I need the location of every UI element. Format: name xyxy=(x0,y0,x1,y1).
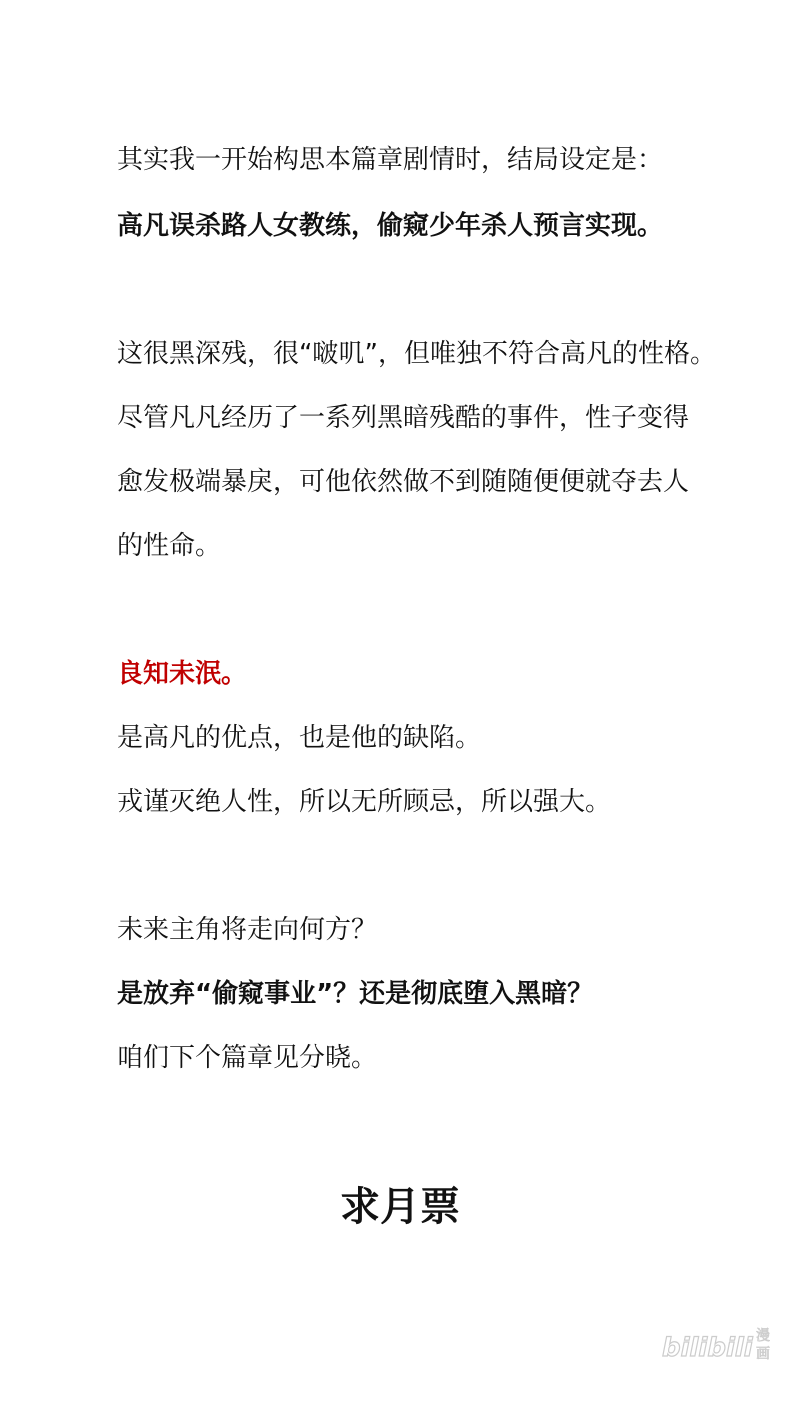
text-line: 未来主角将走向何方？ xyxy=(117,915,378,945)
call-to-action: 求月票 xyxy=(340,1184,460,1230)
text-line: 咱们下个篇章见分晓。 xyxy=(117,1043,378,1073)
bilibili-manga-watermark xyxy=(662,1322,772,1366)
text-line: 是高凡的优点，也是他的缺陷。 xyxy=(117,723,482,753)
text-line: 其实我一开始构思本篇章剧情时，结局设定是： xyxy=(117,145,664,175)
text-line: 这很黑深残，很“啵叽”，但唯独不符合高凡的性格。 xyxy=(117,339,716,369)
text-line: 的性命。 xyxy=(117,531,222,561)
text-line: 尽管凡凡经历了一系列黑暗残酷的事件，性子变得 xyxy=(117,403,690,433)
text-line: 愈发极端暴戾，可他依然做不到随随便便就夺去人 xyxy=(117,467,690,497)
text-line-bold: 是放弃“偷窥事业”？还是彻底堕入黑暗？ xyxy=(117,979,594,1009)
text-line: 戎谨灭绝人性，所以无所顾忌，所以强大。 xyxy=(117,787,612,817)
bilibili-logo-icon xyxy=(662,1322,772,1366)
watermark-sub-bottom: 画 xyxy=(756,1346,770,1362)
watermark-brand: bilibili xyxy=(662,1333,753,1363)
watermark-sub-top: 漫 xyxy=(756,1328,770,1344)
text-line-bold: 高凡误杀路人女教练，偷窥少年杀人预言实现。 xyxy=(117,211,664,241)
highlight-line: 良知未泯。 xyxy=(117,659,248,689)
